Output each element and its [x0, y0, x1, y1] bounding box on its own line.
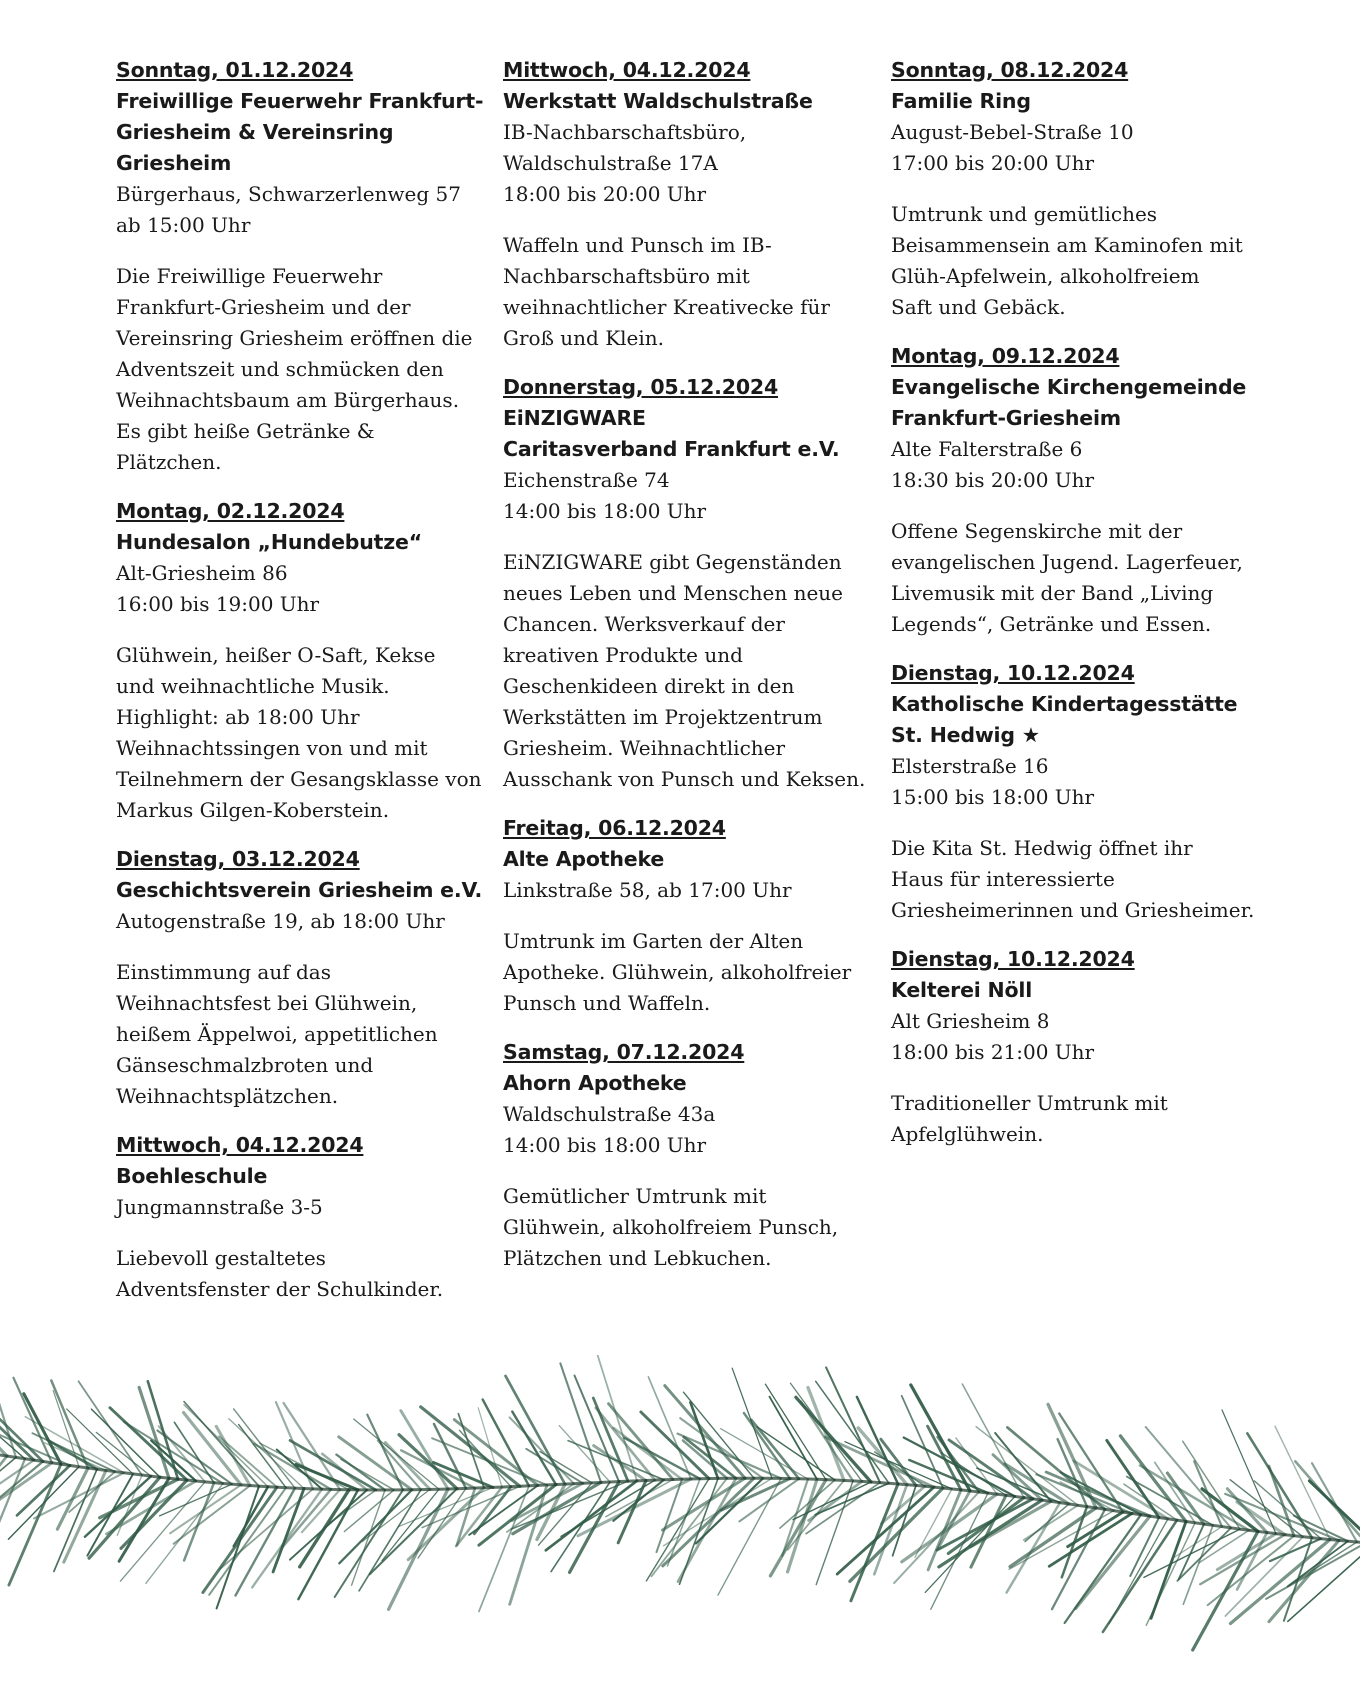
event-date: Sonntag, 01.12.2024: [116, 58, 354, 82]
fir-branch-garland: [0, 1355, 1360, 1700]
event-description-line: Legends“, Getränke und Essen.: [891, 612, 1212, 636]
event-entry: [891, 658, 1271, 926]
event-location-time: August-Bebel-Straße 10: [891, 120, 1134, 144]
event-description-line: Die Freiwillige Feuerwehr: [116, 264, 383, 288]
event-description-line: EiNZIGWARE gibt Gegenständen: [503, 550, 842, 574]
event-location-time: IB-Nachbarschaftsbüro,: [503, 120, 747, 144]
event-location-time: Eichenstraße 74: [503, 468, 670, 492]
event-location-time: Alte Falterstraße 6: [891, 437, 1083, 461]
event-description-line: Glühwein, heißer O-Saft, Kekse: [116, 643, 436, 667]
event-date: Dienstag, 10.12.2024: [891, 947, 1135, 971]
event-description-line: Punsch und Waffeln.: [503, 991, 711, 1015]
column-3: [891, 55, 1271, 1168]
event-location-time: 15:00 bis 18:00 Uhr: [891, 785, 1095, 809]
column-1: [116, 55, 496, 1323]
event-description-line: Apfelglühwein.: [891, 1122, 1044, 1146]
column-2: [503, 55, 883, 1292]
event-description-line: Haus für interessierte: [891, 867, 1115, 891]
event-description-line: Groß und Klein.: [503, 326, 665, 350]
event-description-line: Griesheim. Weihnachtlicher: [503, 736, 786, 760]
event-date: Samstag, 07.12.2024: [503, 1040, 745, 1064]
event-date: Sonntag, 08.12.2024: [891, 58, 1129, 82]
event-description-line: Weihnachtsbaum am Bürgerhaus.: [116, 388, 460, 412]
event-date: Dienstag, 10.12.2024: [891, 661, 1135, 685]
event-description-line: weihnachtlicher Kreativecke für: [503, 295, 830, 319]
event-description-line: Umtrunk im Garten der Alten: [503, 929, 804, 953]
event-description-line: Glüh-Apfelwein, alkoholfreiem: [891, 264, 1200, 288]
event-description-line: Apotheke. Glühwein, alkoholfreier: [503, 960, 852, 984]
event-location-time: 18:00 bis 20:00 Uhr: [503, 182, 707, 206]
event-organizer: Familie Ring: [891, 89, 1031, 113]
event-description-line: Ausschank von Punsch und Keksen.: [503, 767, 866, 791]
event-date: Freitag, 06.12.2024: [503, 816, 726, 840]
event-description-line: kreativen Produkte und: [503, 643, 743, 667]
event-description-line: Geschenkideen direkt in den: [503, 674, 795, 698]
event-organizer: Evangelische Kirchengemeinde: [891, 375, 1247, 399]
event-description-line: neues Leben und Menschen neue: [503, 581, 844, 605]
event-description-line: Frankfurt-Griesheim und der: [116, 295, 411, 319]
event-entry: [503, 1037, 883, 1274]
event-description-line: Offene Segenskirche mit der: [891, 519, 1183, 543]
event-description-line: Traditioneller Umtrunk mit: [891, 1091, 1168, 1115]
event-location-time: Alt Griesheim 8: [891, 1009, 1050, 1033]
event-location-time: Linkstraße 58, ab 17:00 Uhr: [503, 878, 792, 902]
event-description-line: Umtrunk und gemütliches: [891, 202, 1158, 226]
event-description-line: Weihnachtssingen von und mit: [116, 736, 428, 760]
event-entry: [116, 1130, 496, 1305]
event-description-line: Livemusik mit der Band „Living: [891, 581, 1214, 605]
event-entry: [503, 813, 883, 1019]
event-description-line: Gänseschmalzbroten und: [116, 1053, 374, 1077]
event-description-line: Plätzchen und Lebkuchen.: [503, 1246, 772, 1270]
event-entry: [116, 55, 496, 478]
event-date: Mittwoch, 04.12.2024: [503, 58, 751, 82]
event-organizer: Ahorn Apotheke: [503, 1071, 687, 1095]
event-organizer: Hundesalon „Hundebutze“: [116, 530, 422, 554]
event-entry: [891, 55, 1271, 323]
event-organizer: Katholische Kindertagesstätte: [891, 692, 1238, 716]
event-organizer: Boehleschule: [116, 1164, 268, 1188]
event-organizer: EiNZIGWARE: [503, 406, 646, 430]
event-description-line: Weihnachtsplätzchen.: [116, 1084, 339, 1108]
event-date: Montag, 02.12.2024: [116, 499, 345, 523]
event-description-line: Nachbarschaftsbüro mit: [503, 264, 750, 288]
event-description-line: Chancen. Werksverkauf der: [503, 612, 785, 636]
event-description-line: Saft und Gebäck.: [891, 295, 1066, 319]
event-organizer: Kelterei Nöll: [891, 978, 1033, 1002]
event-description-line: evangelischen Jugend. Lagerfeuer,: [891, 550, 1243, 574]
event-description-line: Die Kita St. Hedwig öffnet ihr: [891, 836, 1193, 860]
event-entry: [503, 55, 883, 354]
event-description-line: Beisammensein am Kaminofen mit: [891, 233, 1243, 257]
event-location-time: 18:30 bis 20:00 Uhr: [891, 468, 1095, 492]
event-organizer: Freiwillige Feuerwehr Frankfurt-: [116, 89, 484, 113]
event-description-line: Es gibt heiße Getränke &: [116, 419, 375, 443]
event-location-time: Bürgerhaus, Schwarzerlenweg 57: [116, 182, 461, 206]
event-description-line: Teilnehmern der Gesangsklasse von: [116, 767, 482, 791]
event-organizer: Frankfurt-Griesheim: [891, 406, 1121, 430]
event-organizer: St. Hedwig ★: [891, 723, 1040, 747]
event-entry: [891, 944, 1271, 1150]
event-location-time: Alt-Griesheim 86: [116, 561, 288, 585]
event-description-line: Griesheimerinnen und Griesheimer.: [891, 898, 1255, 922]
event-organizer: Werkstatt Waldschulstraße: [503, 89, 813, 113]
event-location-time: Waldschulstraße 43a: [503, 1102, 716, 1126]
event-date: Montag, 09.12.2024: [891, 344, 1120, 368]
event-entry: [891, 341, 1271, 640]
event-date: Mittwoch, 04.12.2024: [116, 1133, 364, 1157]
event-location-time: 14:00 bis 18:00 Uhr: [503, 1133, 707, 1157]
event-description-line: Markus Gilgen-Koberstein.: [116, 798, 390, 822]
event-location-time: 17:00 bis 20:00 Uhr: [891, 151, 1095, 175]
event-description-line: und weihnachtliche Musik.: [116, 674, 390, 698]
event-location-time: 18:00 bis 21:00 Uhr: [891, 1040, 1095, 1064]
event-location-time: Waldschulstraße 17A: [503, 151, 718, 175]
event-description-line: Liebevoll gestaltetes: [116, 1246, 326, 1270]
event-description-line: Einstimmung auf das: [116, 960, 331, 984]
event-description-line: Werkstätten im Projektzentrum: [503, 705, 823, 729]
event-description-line: Adventszeit und schmücken den: [116, 357, 444, 381]
event-organizer: Griesheim & Vereinsring Griesheim: [116, 120, 394, 175]
event-location-time: Autogenstraße 19, ab 18:00 Uhr: [116, 909, 445, 933]
event-description-line: Adventsfenster der Schulkinder.: [116, 1277, 444, 1301]
event-location-time: Jungmannstraße 3-5: [116, 1195, 323, 1219]
event-description-line: heißem Äppelwoi, appetitlichen: [116, 1022, 438, 1046]
event-location-time: 16:00 bis 19:00 Uhr: [116, 592, 320, 616]
event-organizer: Alte Apotheke: [503, 847, 665, 871]
event-organizer: Caritasverband Frankfurt e.V.: [503, 437, 840, 461]
event-description-line: Plätzchen.: [116, 450, 222, 474]
event-organizer: Geschichtsverein Griesheim e.V.: [116, 878, 483, 902]
event-description-line: Highlight: ab 18:00 Uhr: [116, 705, 360, 729]
event-entry: [116, 844, 496, 1112]
event-description-line: Vereinsring Griesheim eröffnen die: [116, 326, 473, 350]
event-location-time: ab 15:00 Uhr: [116, 213, 251, 237]
event-entry: [116, 496, 496, 826]
event-entry: [503, 372, 883, 795]
event-description-line: Waffeln und Punsch im IB-: [503, 233, 772, 257]
event-location-time: Elsterstraße 16: [891, 754, 1049, 778]
event-date: Donnerstag, 05.12.2024: [503, 375, 779, 399]
event-description-line: Gemütlicher Umtrunk mit: [503, 1184, 767, 1208]
event-description-line: Weihnachtsfest bei Glühwein,: [116, 991, 418, 1015]
event-location-time: 14:00 bis 18:00 Uhr: [503, 499, 707, 523]
event-date: Dienstag, 03.12.2024: [116, 847, 360, 871]
event-description-line: Glühwein, alkoholfreiem Punsch,: [503, 1215, 839, 1239]
